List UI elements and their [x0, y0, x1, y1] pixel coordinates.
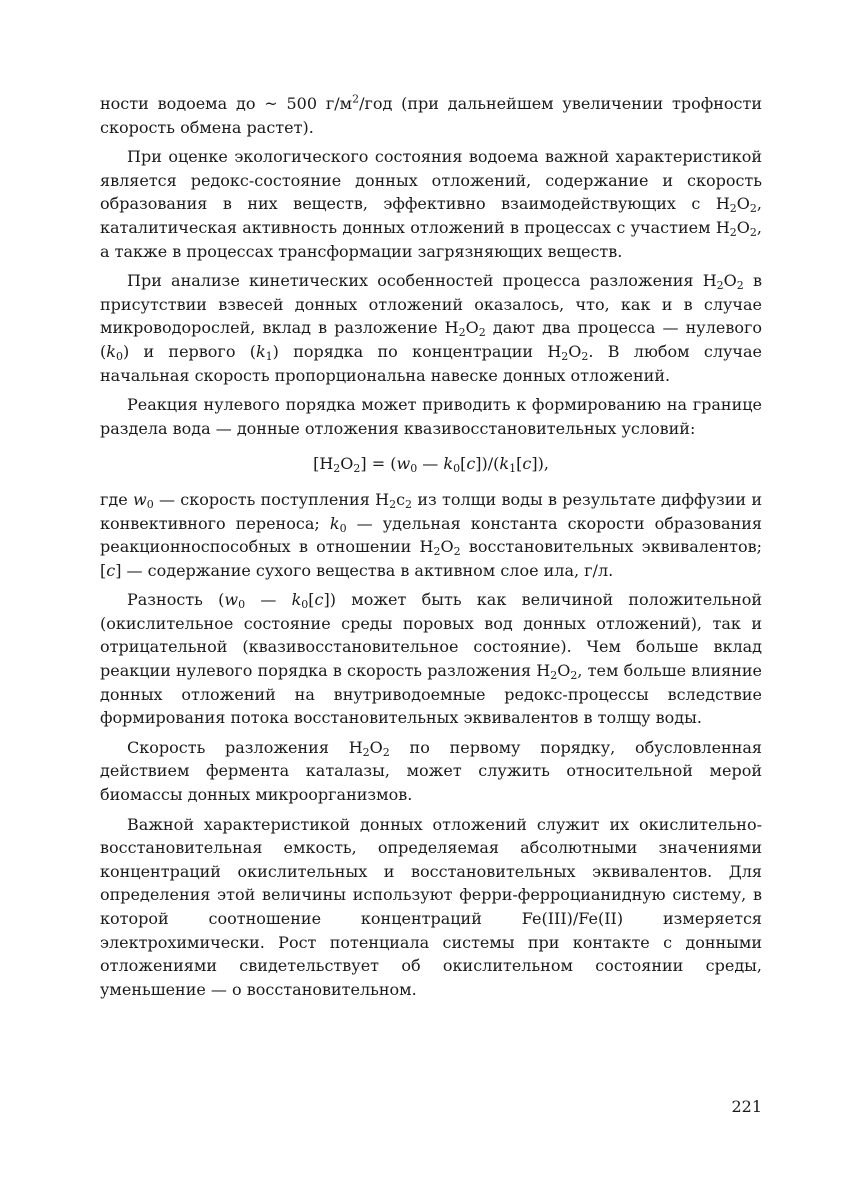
paragraph-7: Скорость разложения $H_2O_2$ по первому порядку, обусловленная действием фермента каталазы, может служить относительной мерой биомассы донных микроорганизмов. [100, 737, 762, 805]
paragraph-5: где $w_0$ — скорость поступления $H_2c_2$ из толщи воды в результате диффузии и конвективного переноса; $k_0$ — удельная константа скорости образования реакционноспособных в отношении $H_2O_2$ восстановительных эквивалентов; [c] — содержание сухого вещества в активном слое ила, г/л. [100, 489, 763, 580]
page-body [100, 92, 762, 1007]
equation: $[H_2O_2] = (w_0$ — $k_0[c])/(k_1[c])$, [313, 454, 549, 476]
paragraph-2: При оценке экологического состояния водоема важной характеристикой является редокс-состояние донных отложений, содержание и скорость образования в них веществ, эффективно взаимодействующих с $H_2O_2$, каталитическая активность донных отложений в процессах с участием $H_2O_2$, а также в процессах трансформации загрязняющих веществ. [100, 147, 762, 261]
paragraph-1: ности водоема до ~ 500 $г/м^2$/год (при дальнейшем увеличении трофности скорость обмена растет). [100, 92, 763, 137]
paragraph-4: Реакция нулевого порядка может приводить к формированию на границе раздела вода — донные отложения квазивосстановительных условий: [100, 395, 762, 438]
paragraph-6: Разность ($w_0$ — $k_0[c]$) может быть как величиной положительной (окислительное состояние среды поровых вод донных отложений), так и отрицательной (квазивосстановительное состояние). Чем больше вклад реакции нулевого порядка в скорость разложения $H_2O_2$, тем больше влияние донных отложений на внутриводоемные редокс-процессы вследствие формирования потока восстановительных эквивалентов в толщу воды. [100, 590, 762, 728]
page-number: 221 [731, 1097, 762, 1116]
paragraph-8: Важной характеристикой донных отложений служит их окислительно-восстановительная емкость, определяемая абсолютными значениями концентраций окислительных и восстановительных эквивалентов. Для определения этой величины используют ферри-ферроцианидную систему, в которой соотношение концентраций Fe(III)/Fe(II) измеряется электрохимически. Рост потенциала системы при контакте с донными отложениями свидетельствует об окислительном состоянии среды, уменьшение — о восстановительном. [100, 814, 762, 999]
paragraph-3: При анализе кинетических особенностей процесса разложения $H_2O_2$ в присутствии взвесей донных отложений оказалось, что, как и в случае микроводорослей, вклад в разложение $H_2O_2$ дают два процесса — нулевого $(k_0)$ и первого $(k_1)$ порядка по концентрации $H_2O_2$. В любом случае начальная скорость пропорциональна навеске донных отложений. [100, 271, 763, 385]
